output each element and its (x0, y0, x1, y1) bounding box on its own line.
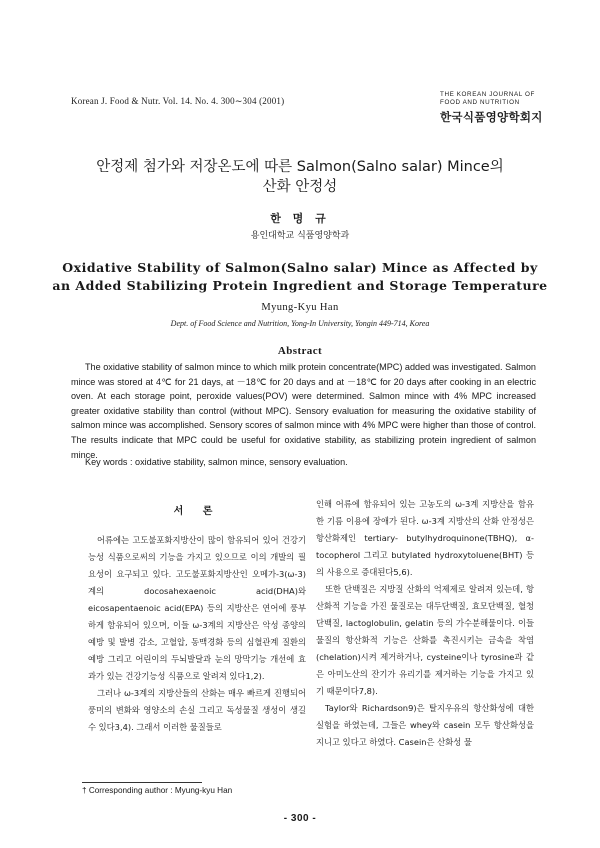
body-paragraph: 어류에는 고도불포화지방산이 많이 함유되어 있어 건강기능성 식품으로써의 기능을 가지고 있으므로 이의 개발의 필요성이 요구되고 있다. 고도불포화지방산인 오메가-3(ω-3)계의 docosahexaenoic acid(DHA)와 eicosapentaenoic acid(EPA) 등의 지방산은 연어에 풍부하게 함유되어 있으며, 이들 ω-3계의 지방산은 악성 종양의 예방 및 발병 감소, 고혈압, 동맥경화 등의 심혈관계 질환의 예방 그리고 어린이의 두뇌발달과 눈의 망막기능 개선에 효과가 있는 건강기능성 식품으로 알려져 있다1,2). (88, 535, 306, 681)
body-column-left (88, 532, 306, 736)
body-column-right (316, 496, 534, 751)
body-paragraph: 그러나 ω-3계의 지방산들의 산화는 매우 빠르게 진행되어 풍미의 변화와 영양소의 손실 그리고 독성물질 생성이 생길 수 있다3,4). 그래서 이러한 물질들로 (88, 688, 306, 732)
body-paragraph: Taylor와 Richardson9)은 탈지우유의 항산화성에 대한 실험을 하였는데, 그들은 whey와 casein 모두 항산화성을 지니고 있다고 하였다. Casein은 산화성 물 (316, 703, 534, 747)
journal-citation: Korean J. Food & Nutr. Vol. 14. No. 4. 300∼304 (2001) (71, 96, 285, 106)
page-number: - 300 - (283, 813, 317, 824)
keywords: Key words : oxidative stability, salmon mince, sensory evaluation. (85, 457, 348, 467)
korean-title-line-1: 안정제 첨가와 저장온도에 따른 Salmon(Salno salar) Mince의 (96, 159, 504, 175)
korean-affiliation: 용인대학교 식품영양학과 (250, 231, 350, 241)
introduction-heading: 서 론 (173, 506, 221, 517)
korean-title-line-2: 산화 안정성 (262, 179, 338, 195)
english-title-line-2: an Added Stabilizing Protein Ingredient and Storage Temperature (52, 278, 548, 293)
corresponding-author-footnote: † Corresponding author : Myung-kyu Han (82, 786, 233, 795)
footnote-divider (82, 782, 202, 783)
english-title-line-1: Oxidative Stability of Salmon(Salno salar) Mince as Affected by (62, 260, 538, 275)
journal-name-kor: 한국식품영양학회지 (440, 110, 543, 124)
body-paragraph: 또한 단백질은 지방질 산화의 억제제로 알려져 있는데, 항산화적 기능을 가진 물질로는 대두단백질, 효모단백질, 혈청단백질, lactoglobulin, gelatin 등의 가수분해물이다. 이들 물질의 항산화적 기능은 산화를 촉진시키는 금속을 착염(chelation)시켜 제거하거나, cysteine이나 tyrosine과 같은 아미노산의 잔기가 유리기를 제거하는 기능을 가지고 있기 때문이다7,8). (316, 584, 534, 696)
journal-name-en-2: FOOD AND NUTRITION (440, 99, 520, 106)
body-paragraph: 인해 어류에 함유되어 있는 고농도의 ω-3계 지방산을 함유한 기름 이용에 장애가 된다. ω-3계 지방산의 산화 안정성은 항산화제인 tertiary- butylhydroquinone(TBHQ), α-tocopherol 그리고 butylated hydroxytoluene(BHT) 등의 사용으로 증대된다5,6). (316, 499, 534, 577)
journal-name-en-1: THE KOREAN JOURNAL OF (440, 91, 535, 98)
abstract-body: The oxidative stability of salmon mince to which milk protein concentrate(MPC) added was investigated. Salmon mince was stored at 4℃ for 21 days, at －18℃ for 20 days and at －18℃ for 20 days after cooking in an electric oven. At each storage point, peroxide values(POV) were determined. Salmon mince with 4% MPC increased greater oxidative stability than control (without MPC). Sensory evaluation for measuring the oxidative stability of salmon mince was accomplished. Sensory scores of salmon mince with 4% MPC were higher than those of control. The results indicate that MPC could be useful for oxidative stability, as stabilizing protein ingredient of salmon mince. (71, 362, 536, 460)
journal-masthead (440, 91, 544, 125)
korean-author: 한 명 규 (270, 212, 330, 225)
english-affiliation: Dept. of Food Science and Nutrition, Yong-In University, Yongin 449-714, Korea (170, 319, 430, 328)
english-author: Myung-Kyu Han (261, 302, 339, 313)
abstract-heading: Abstract (277, 345, 323, 357)
